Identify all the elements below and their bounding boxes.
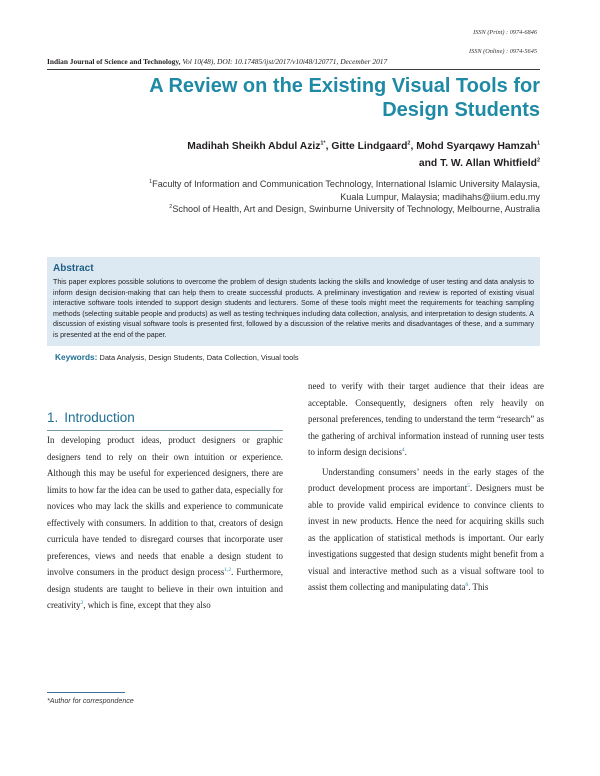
affiliations [60, 178, 540, 216]
text-run: . Designers must be able to provide valid empirical evidence to convince clients to invest in new products. Hence the need for acquiring skills such as the application of statistical methods is important. Our early investigations suggested that design students might benefit from a visual and interactive method such as a visual software tool to assist them collecting and manipulating data [308, 483, 544, 592]
author-separator: , [410, 141, 417, 152]
keywords-text: Data Analysis, Design Students, Data Collection, Visual tools [97, 353, 299, 362]
footnote-correspondence: *Author for correspondence [47, 697, 134, 705]
abstract-box [47, 257, 540, 346]
citation-link[interactable]: 6 [465, 582, 469, 589]
author-separator: , [325, 141, 332, 152]
text-run: . [404, 447, 407, 457]
citation-link[interactable]: 5 [467, 483, 470, 490]
text-run: . Furthermore, design students are taught to believe in their own intuition and creativity [47, 567, 283, 610]
journal-line [47, 57, 540, 70]
affil-text: Kuala Lumpur, Malaysia; madihahs@iium.edu.my [340, 191, 540, 202]
title-line-2: Design Students [382, 99, 540, 121]
intro-left-column [47, 432, 283, 614]
author-list [70, 138, 540, 172]
section-heading-introduction [47, 410, 283, 432]
intro-paragraph-1 [47, 432, 283, 614]
footnote-rule [47, 692, 125, 693]
section-title: Introduction [64, 410, 135, 425]
author-and: and [418, 158, 441, 169]
author-name: Gitte Lindgaard [331, 141, 408, 152]
issn-print: ISSN (Print) : 0974-6846 [473, 29, 537, 36]
journal-details: Vol 10(48), DOI: 10.17485/ijst/2017/v10i48/120771, December 2017 [180, 57, 388, 66]
text-run: In developing product ideas, product designers or graphic designers tend to rely on their own intuition or experience. Although this may be useful for experienced designers, there are limits to how far the idea can be used to gather data, especially for novices who may lack the skills and experience to communicate effectively with consumers. In addition to that, creators of design curricula have tended to disregard courses that incorporate user preferences, views and needs that enable a design student to involve consumers in the product design process [47, 435, 283, 577]
keywords-label: Keywords: [55, 352, 98, 362]
author-sup: 2 [407, 140, 411, 147]
citation-link[interactable]: 1,2 [224, 567, 232, 574]
intro-paragraph-1-cont [308, 378, 544, 461]
issn-online: ISSN (Online) : 0974-5645 [468, 48, 537, 55]
section-number: 1. [47, 410, 59, 425]
abstract-text: This paper explores possible solutions to overcome the problem of design students lacking the skills and knowledge of user testing and data analysis to inform design decision-making that can help them to create successful products. A preliminary investigation and review is reported of existing visual interactive software tools intended to support design students and lecturers. Some of these tools might meet the requirements for teaching sampling methods (selecting suitable people and products) as well as testing techniques including data collection, analysis, and interpretation to design students. A discussion of existing visual software tools is presented first, followed by a discussion of the relative merits and disadvantages of these, and a summary is presented at the end of the paper. [53, 278, 534, 339]
affil-text: School of Health, Art and Design, Swinburne University of Technology, Melbourne, Australia [172, 204, 540, 214]
title-line-1: A Review on the Existing Visual Tools for [149, 75, 540, 97]
affiliation-1-cont [60, 191, 540, 204]
author-name: Mohd Syarqawy Hamzah [416, 141, 537, 152]
author-sup: 1 [536, 140, 540, 147]
abstract-heading: Abstract [53, 263, 94, 274]
citation-link[interactable]: 4 [401, 447, 405, 454]
author-name: Madihah Sheikh Abdul Aziz [187, 141, 321, 152]
text-run: , which is fine, except that they also [83, 600, 211, 610]
author-sup: 1* [320, 140, 326, 147]
intro-paragraph-2 [308, 464, 544, 596]
intro-right-column [308, 378, 544, 596]
paper-title [70, 74, 540, 122]
text-run: need to verify with their target audience that their ideas are acceptable. Consequently, designers often rely heavily on personal preferences, tending to understand the term “research” as the gathering of archival information instead of running user tests to inform design decisions [308, 381, 544, 457]
author-sup: 2 [536, 157, 540, 164]
affiliation-2 [60, 203, 540, 216]
affil-sup: 1 [149, 178, 153, 185]
journal-name: Indian Journal of Science and Technology, [47, 57, 181, 66]
section-rule [47, 430, 283, 431]
citation-link[interactable]: 3 [80, 600, 84, 607]
affil-sup: 2 [169, 203, 173, 210]
text-run: Understanding consumers’ needs in the early stages of the product development process are important [308, 466, 544, 493]
keywords [47, 350, 540, 366]
text-run: . This [468, 582, 489, 592]
author-name: T. W. Allan Whitfield [440, 158, 537, 169]
affil-text: Faculty of Information and Communication Technology, International Islamic University Malaysia, [152, 179, 540, 189]
affiliation-1 [60, 178, 540, 191]
